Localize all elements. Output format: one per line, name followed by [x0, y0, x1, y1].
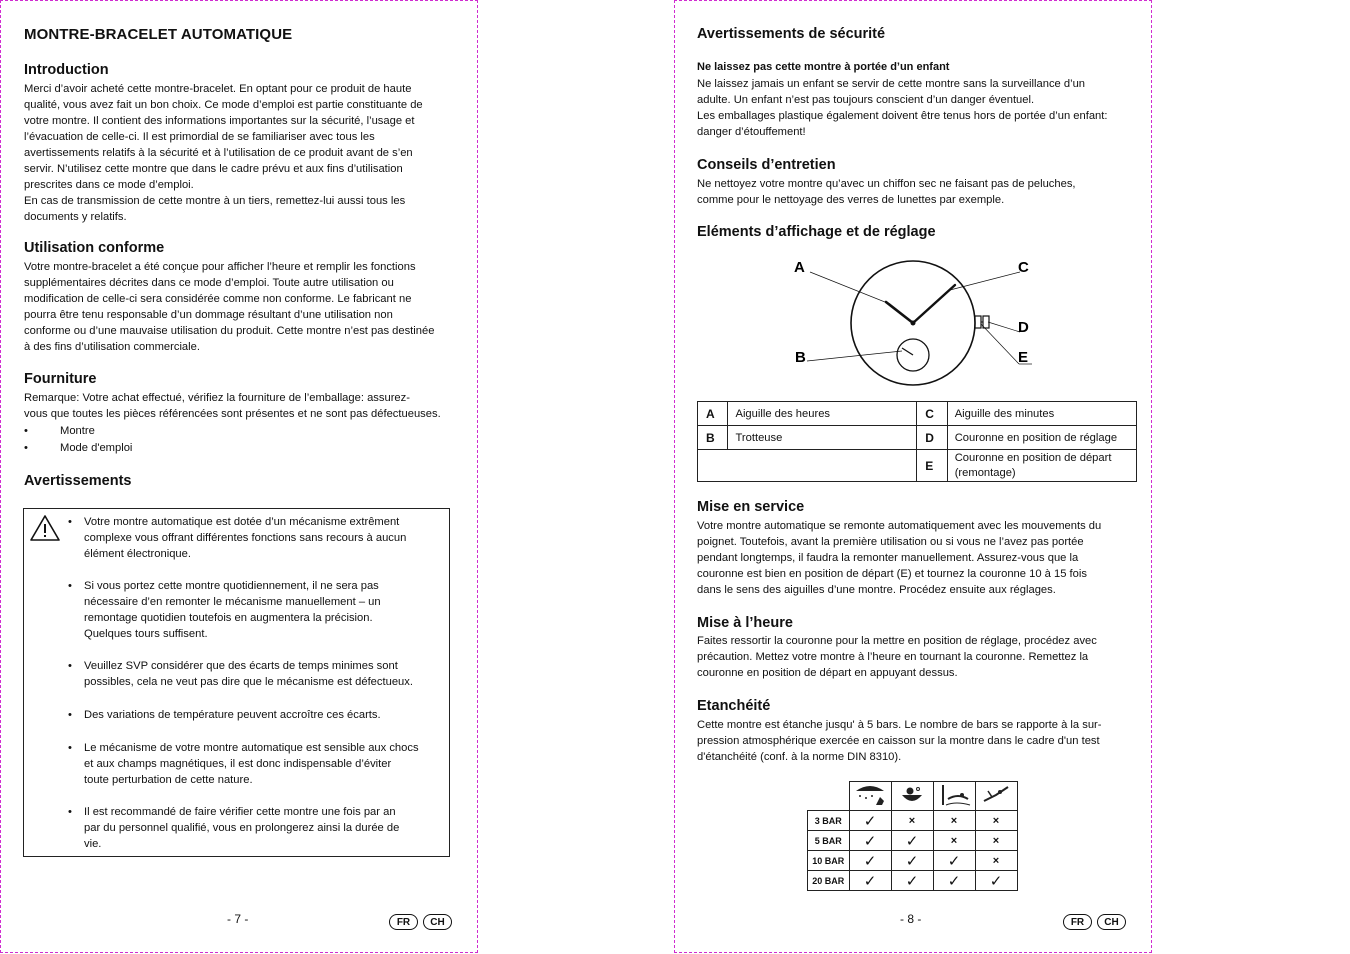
bullet: •	[68, 516, 72, 528]
language-badge-ch: CH	[423, 914, 452, 930]
bullet: •	[68, 709, 72, 721]
table-row	[698, 426, 1137, 450]
warning-item	[68, 658, 439, 690]
check-mark: ✓	[849, 851, 891, 871]
child-text: Ne laissez jamais un enfant se servir de cette montre sans la surveillance d’un adulte. Un enfant n’est pas toujours conscient d’un danger éventuel. Les emballages plastique également doivent être tenus hors de portée d’un enfant: danger d’étouffement!	[697, 78, 1108, 138]
table-row	[808, 871, 1018, 891]
element-key: E	[917, 450, 947, 482]
hour-hand	[886, 302, 913, 323]
time-setting-text: Faites ressortir la couronne pour la mettre en position de réglage, procédez avec précaution. Mettez votre montre à l’heure en tournant la couronne. Remettez la couronne en position de départ en appuyant dessus.	[697, 635, 1097, 679]
list-item	[24, 440, 224, 457]
commissioning-heading: Mise en service	[697, 499, 805, 515]
bar-label: 3 BAR	[808, 811, 850, 831]
bathing-icon	[891, 782, 933, 811]
warning-item	[68, 707, 439, 723]
bar-label: 5 BAR	[808, 831, 850, 851]
element-label: Couronne en position de départ (remontage)	[947, 450, 1136, 482]
element-label: Couronne en position de réglage	[947, 426, 1136, 450]
table-row	[808, 831, 1018, 851]
warning-text: Veuillez SVP considérer que des écarts de temps minimes sont possibles, cela ne veut pas dire que le mécanisme est défectueux.	[84, 660, 413, 688]
diving-icon	[975, 782, 1017, 811]
warning-text: Des variations de température peuvent accroître ces écarts.	[84, 709, 381, 721]
empty-cell	[808, 782, 850, 811]
bullet: •	[68, 806, 72, 818]
cross-mark: ×	[975, 851, 1017, 871]
diagram-label-b: B	[795, 349, 806, 366]
elements-table	[697, 401, 1137, 482]
check-mark: ✓	[891, 831, 933, 851]
page-number: - 8 -	[900, 912, 922, 926]
warning-item	[68, 514, 439, 562]
intro-text: Merci d’avoir acheté cette montre-bracelet. En optant pour ce produit de haute qualité, vous avez fait un bon choix. Ce mode d’emploi est partie constituante de votre montre. Il contient des informations importantes sur la sécurité, l’usage et l’évacuation de celle-ci. Il est primordial de se familiariser avec tous les avertissements relatifs à la sécurité et à l’utilisation de ce produit avant de s’en servir. N’utilisez cette montre que dans le cadre prévu et aux fins d’utilisation prescrites dans ce mode d’emploi. En cas de transmission de cette montre à un tiers, remettez-lui aussi tous les documents y relatifs.	[24, 83, 423, 223]
bar-label: 20 BAR	[808, 871, 850, 891]
list-item	[24, 423, 224, 440]
care-text: Ne nettoyez votre montre qu’avec un chiffon sec ne faisant pas de peluches, comme pour le nettoyage des verres de lunettes par exemple.	[697, 178, 1076, 206]
swimming-icon	[933, 782, 975, 811]
bullet: •	[68, 660, 72, 672]
watch-diagram	[780, 250, 1050, 390]
bullet: •	[24, 442, 28, 454]
bullet: •	[68, 580, 72, 592]
time-setting-heading: Mise à l’heure	[697, 615, 793, 631]
element-key: C	[917, 402, 947, 426]
crown-setting	[975, 316, 981, 328]
table-row	[808, 851, 1018, 871]
icon-row	[808, 782, 1018, 811]
bullet: •	[68, 742, 72, 754]
supply-heading: Fourniture	[24, 371, 97, 387]
table-row	[698, 402, 1137, 426]
check-mark: ✓	[849, 811, 891, 831]
warning-item	[68, 578, 439, 642]
check-mark: ✓	[891, 851, 933, 871]
language-badge-fr: FR	[389, 914, 418, 930]
language-badge-fr: FR	[1063, 914, 1092, 930]
table-row	[698, 450, 1137, 482]
page-number: - 7 -	[227, 912, 249, 926]
care-heading: Conseils d’entretien	[697, 157, 836, 173]
water-resistance-text: Cette montre est étanche jusqu' à 5 bars. Le nombre de bars se rapporte à la sur- pression atmosphérique exercée en caisson sur la montre dans le cadre d'un test d'étanchéité (conf. à la norme DIN 8310).	[697, 719, 1102, 763]
seconds-hand	[902, 348, 913, 355]
bullet: •	[24, 425, 28, 437]
check-mark: ✓	[891, 871, 933, 891]
cross-mark: ×	[933, 811, 975, 831]
safety-heading: Avertissements de sécurité	[697, 26, 886, 42]
child-subheading: Ne laissez pas cette montre à portée d’un enfant	[697, 61, 950, 73]
element-key: A	[698, 402, 728, 426]
usage-text: Votre montre-bracelet a été conçue pour afficher l’heure et remplir les fonctions supplémentaires décrites dans ce mode d’emploi. Toute autre utilisation ou modification de celle-ci sera considérée comme non conforme. Le fabricant ne pourra être tenu responsable d’un dommage résultant d’une utilisation non conforme ou d’une mauvaise utilisation du produit. Cette montre n’est pas destinée à des fins d’utilisation commerciale.	[24, 261, 435, 353]
warning-item	[68, 804, 439, 852]
check-mark: ✓	[933, 871, 975, 891]
warning-triangle-icon	[29, 514, 61, 542]
empty-cell	[698, 450, 917, 482]
cross-mark: ×	[975, 831, 1017, 851]
supply-item: Mode d'emploi	[60, 442, 133, 454]
intro-heading: Introduction	[24, 62, 109, 78]
water-rows	[808, 811, 1018, 891]
check-mark: ✓	[849, 831, 891, 851]
element-label: Aiguille des minutes	[947, 402, 1136, 426]
minute-hand	[913, 285, 955, 323]
element-key: D	[917, 426, 947, 450]
water-resistance-table	[807, 781, 1018, 891]
language-badge-ch: CH	[1097, 914, 1126, 930]
document-title: MONTRE-BRACELET AUTOMATIQUE	[24, 26, 293, 43]
diagram-label-a: A	[794, 259, 805, 276]
warning-item	[68, 740, 439, 788]
warnings-box	[23, 508, 450, 857]
diagram-label-d: D	[1018, 319, 1029, 336]
check-mark: ✓	[933, 851, 975, 871]
element-label: Aiguille des heures	[728, 402, 917, 426]
warnings-heading: Avertissements	[24, 473, 132, 489]
diagram-label-e: E	[1018, 349, 1029, 366]
warning-text: Votre montre automatique est dotée d’un mécanisme extrêment complexe vous offrant différentes fonctions sans recours à aucun élément électronique.	[84, 516, 407, 560]
check-mark: ✓	[849, 871, 891, 891]
elements-heading: Eléments d’affichage et de réglage	[697, 224, 936, 240]
element-key: B	[698, 426, 728, 450]
warning-text: Le mécanisme de votre montre automatique est sensible aux chocs et aux champs magnétiques, il est donc indispensable d’éviter toute perturbation de cette nature.	[84, 742, 419, 786]
commissioning-text: Votre montre automatique se remonte automatiquement avec les mouvements du poignet. Toutefois, avant la première utilisation ou si vous ne l’avez pas portée pendant longtemps, il faudra la remonter manuellement. Assurez-vous que la couronne est bien en position de départ (E) et tournez la couronne 10 à 15 fois dans le sens des aiguilles d’une montre. Procédez ensuite aux réglages.	[697, 520, 1102, 596]
cross-mark: ×	[891, 811, 933, 831]
warning-text: Il est recommandé de faire vérifier cette montre une fois par an par du personnel qualifié, vous en prolongerez ainsi la durée de vie.	[84, 806, 400, 850]
bar-label: 10 BAR	[808, 851, 850, 871]
element-label: Trotteuse	[728, 426, 917, 450]
diagram-label-c: C	[1018, 259, 1029, 276]
supply-text: Remarque: Votre achat effectué, vérifiez la fourniture de l’emballage: assurez- vous que toutes les pièces référencées sont présentes et ne sont pas défectueuses.	[24, 392, 441, 420]
warning-text: Si vous portez cette montre quotidiennement, il ne sera pas nécessaire d’en remonter le mécanisme manuellement – un remontage quotidien toutefois en augmentera la précision. Quelques tours suffisent.	[84, 580, 381, 640]
check-mark: ✓	[975, 871, 1017, 891]
rain-splash-icon	[849, 782, 891, 811]
table-row	[808, 811, 1018, 831]
water-resistance-heading: Etanchéité	[697, 698, 771, 714]
cross-mark: ×	[933, 831, 975, 851]
supply-item: Montre	[60, 425, 95, 437]
usage-heading: Utilisation conforme	[24, 240, 165, 256]
cross-mark: ×	[975, 811, 1017, 831]
